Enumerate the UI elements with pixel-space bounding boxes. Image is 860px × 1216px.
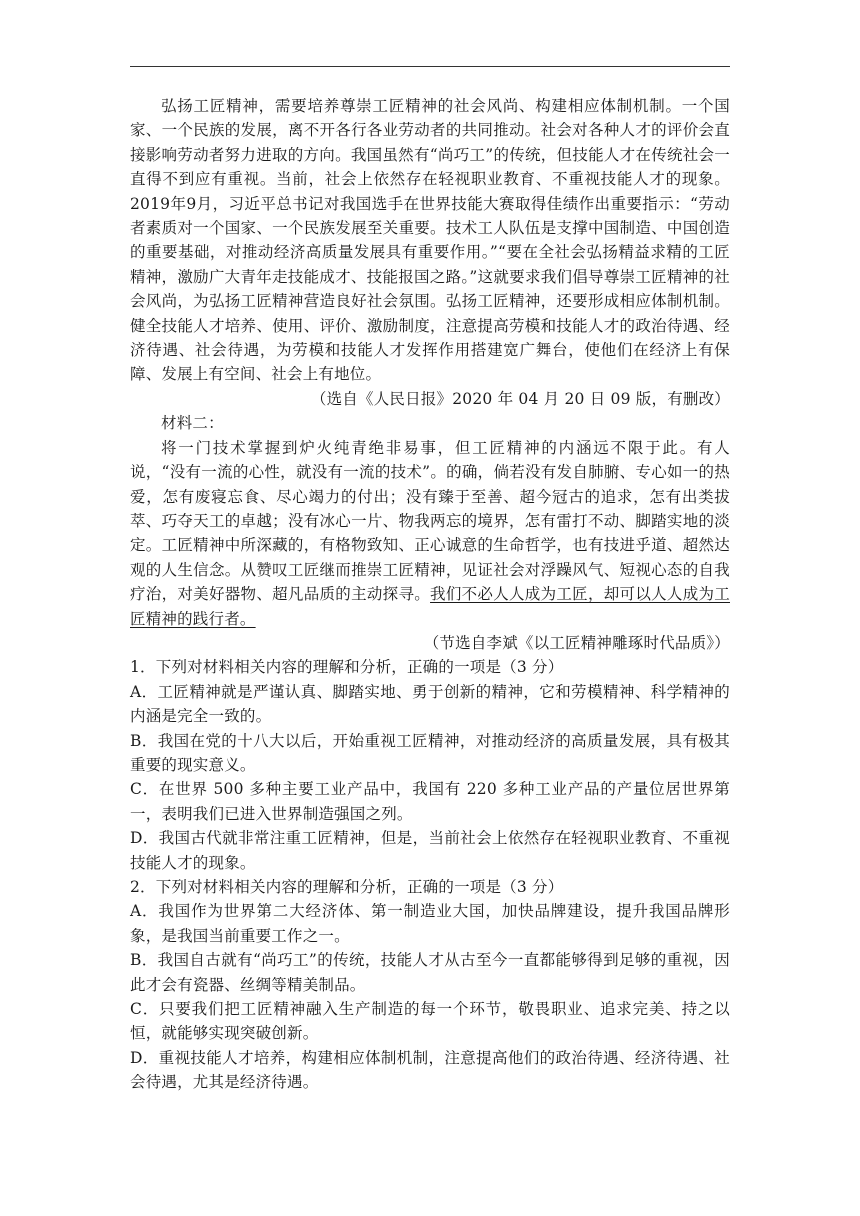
option-c: C．在世界 500 多种主要工业产品中，我国有 220 多种工业产品的产量位居世界第一，表明我们已进入世界制造强国之列。 [130,780,730,823]
option-b: B．我国在党的十八大以后，开始重视工匠精神，对推动经济的高质量发展，具有极其重要的现实意义。 [130,731,730,774]
option-c: C．只要我们把工匠精神融入生产制造的每一个环节，敬畏职业、追求完美、持之以恒，就能够实现突破创新。 [130,1000,730,1043]
material2-paragraph-text: 将一门技术掌握到炉火纯青绝非易事，但工匠精神的内涵远不限于此。有人说，“没有一流的心性，就没有一流的技术”。的确，倘若没有发自肺腑、专心如一的热爱，怎有废寝忘食、尽心竭力的付出；没有臻于至善、超今冠古的追求，怎有出类拔萃、巧夺天工的卓越；没有冰心一片、物我两忘的境界，怎有雷打不动、脚踏实地的淡定。工匠精神中所深藏的，有格物致知、正心诚意的生命哲学，也有技进乎道、超然达观的人生信念。从赞叹工匠继而推崇工匠精神，见证社会对浮躁风气、短视心态的自我疗治，对美好器物、超凡品质的主动探寻。 [130,438,730,604]
material2-paragraph [130,436,730,631]
question-1 [130,655,730,875]
question-2 [130,875,730,1095]
header-rule [130,66,730,67]
material2-source: （节选自李斌《以工匠精神雕琢时代品质》） [423,633,730,652]
option-d: D．重视技能人才培养，构建相应体制机制，注意提高他们的政治待遇、经济待遇、社会待遇，尤其是经济待遇。 [130,1048,730,1092]
material1-source: （选自《人民日报》2020 年 04 月 20 日 09 版，有删改） [310,389,730,408]
option-a: A．我国作为世界第二大经济体、第一制造业大国，加快品牌建设，提升我国品牌形象，是我国当前重要工作之一。 [130,902,730,945]
question-stem: 2．下列对材料相关内容的理解和分析，正确的一项是（3 分） [130,878,564,896]
material1-paragraph: 弘扬工匠精神，需要培养尊崇工匠精神的社会风尚、构建相应体制机制。一个国家、一个民族的发展，离不开各行各业劳动者的共同推动。社会对各种人才的评价会直接影响劳动者努力进取的方向。我国虽然有“尚巧工”的传统，但技能人才在传统社会一直得不到应有重视。当前，社会上依然存在轻视职业教育、不重视技能人才的现象。2019年9月，习近平总书记对我国选手在世界技能大赛取得佳绩作出重要指示：“劳动者素质对一个国家、一个民族发展至关重要。技术工人队伍是支撑中国制造、中国创造的重要基础，对推动经济高质量发展具有重要作用。”“要在全社会弘扬精益求精的工匠精神，激励广大青年走技能成才、技能报国之路。”这就要求我们倡导尊崇工匠精神的社会风尚，为弘扬工匠精神营造良好社会氛围。弘扬工匠精神，还要形成相应体制机制。健全技能人才培养、使用、评价、激励制度，注意提高劳模和技能人才的政治待遇、经济待遇、社会待遇，为劳模和技能人才发挥作用搭建宽广舞台，使他们在经济上有保障、发展上有空间、社会上有地位。 [130,97,730,384]
material2-heading: 材料二： [161,414,224,433]
option-b: B．我国自古就有“尚巧工”的传统，技能人才从古至今一直都能够得到足够的重视，因此才会有瓷器、丝绸等精美制品。 [130,951,730,994]
option-a: A．工匠精神就是严谨认真、脚踏实地、勇于创新的精神，它和劳模精神、科学精神的内涵是完全一致的。 [130,682,730,726]
document-body [130,94,730,1095]
material2-underlined-sentence: 我们不必人人成为工匠，却可以人人成为工匠精神的践行者。 [130,585,730,628]
option-d: D．我国古代就非常注重工匠精神，但是，当前社会上依然存在轻视职业教育、不重视技能人才的现象。 [130,829,730,872]
question-stem: 1．下列对材料相关内容的理解和分析，正确的一项是（3 分） [130,658,564,677]
